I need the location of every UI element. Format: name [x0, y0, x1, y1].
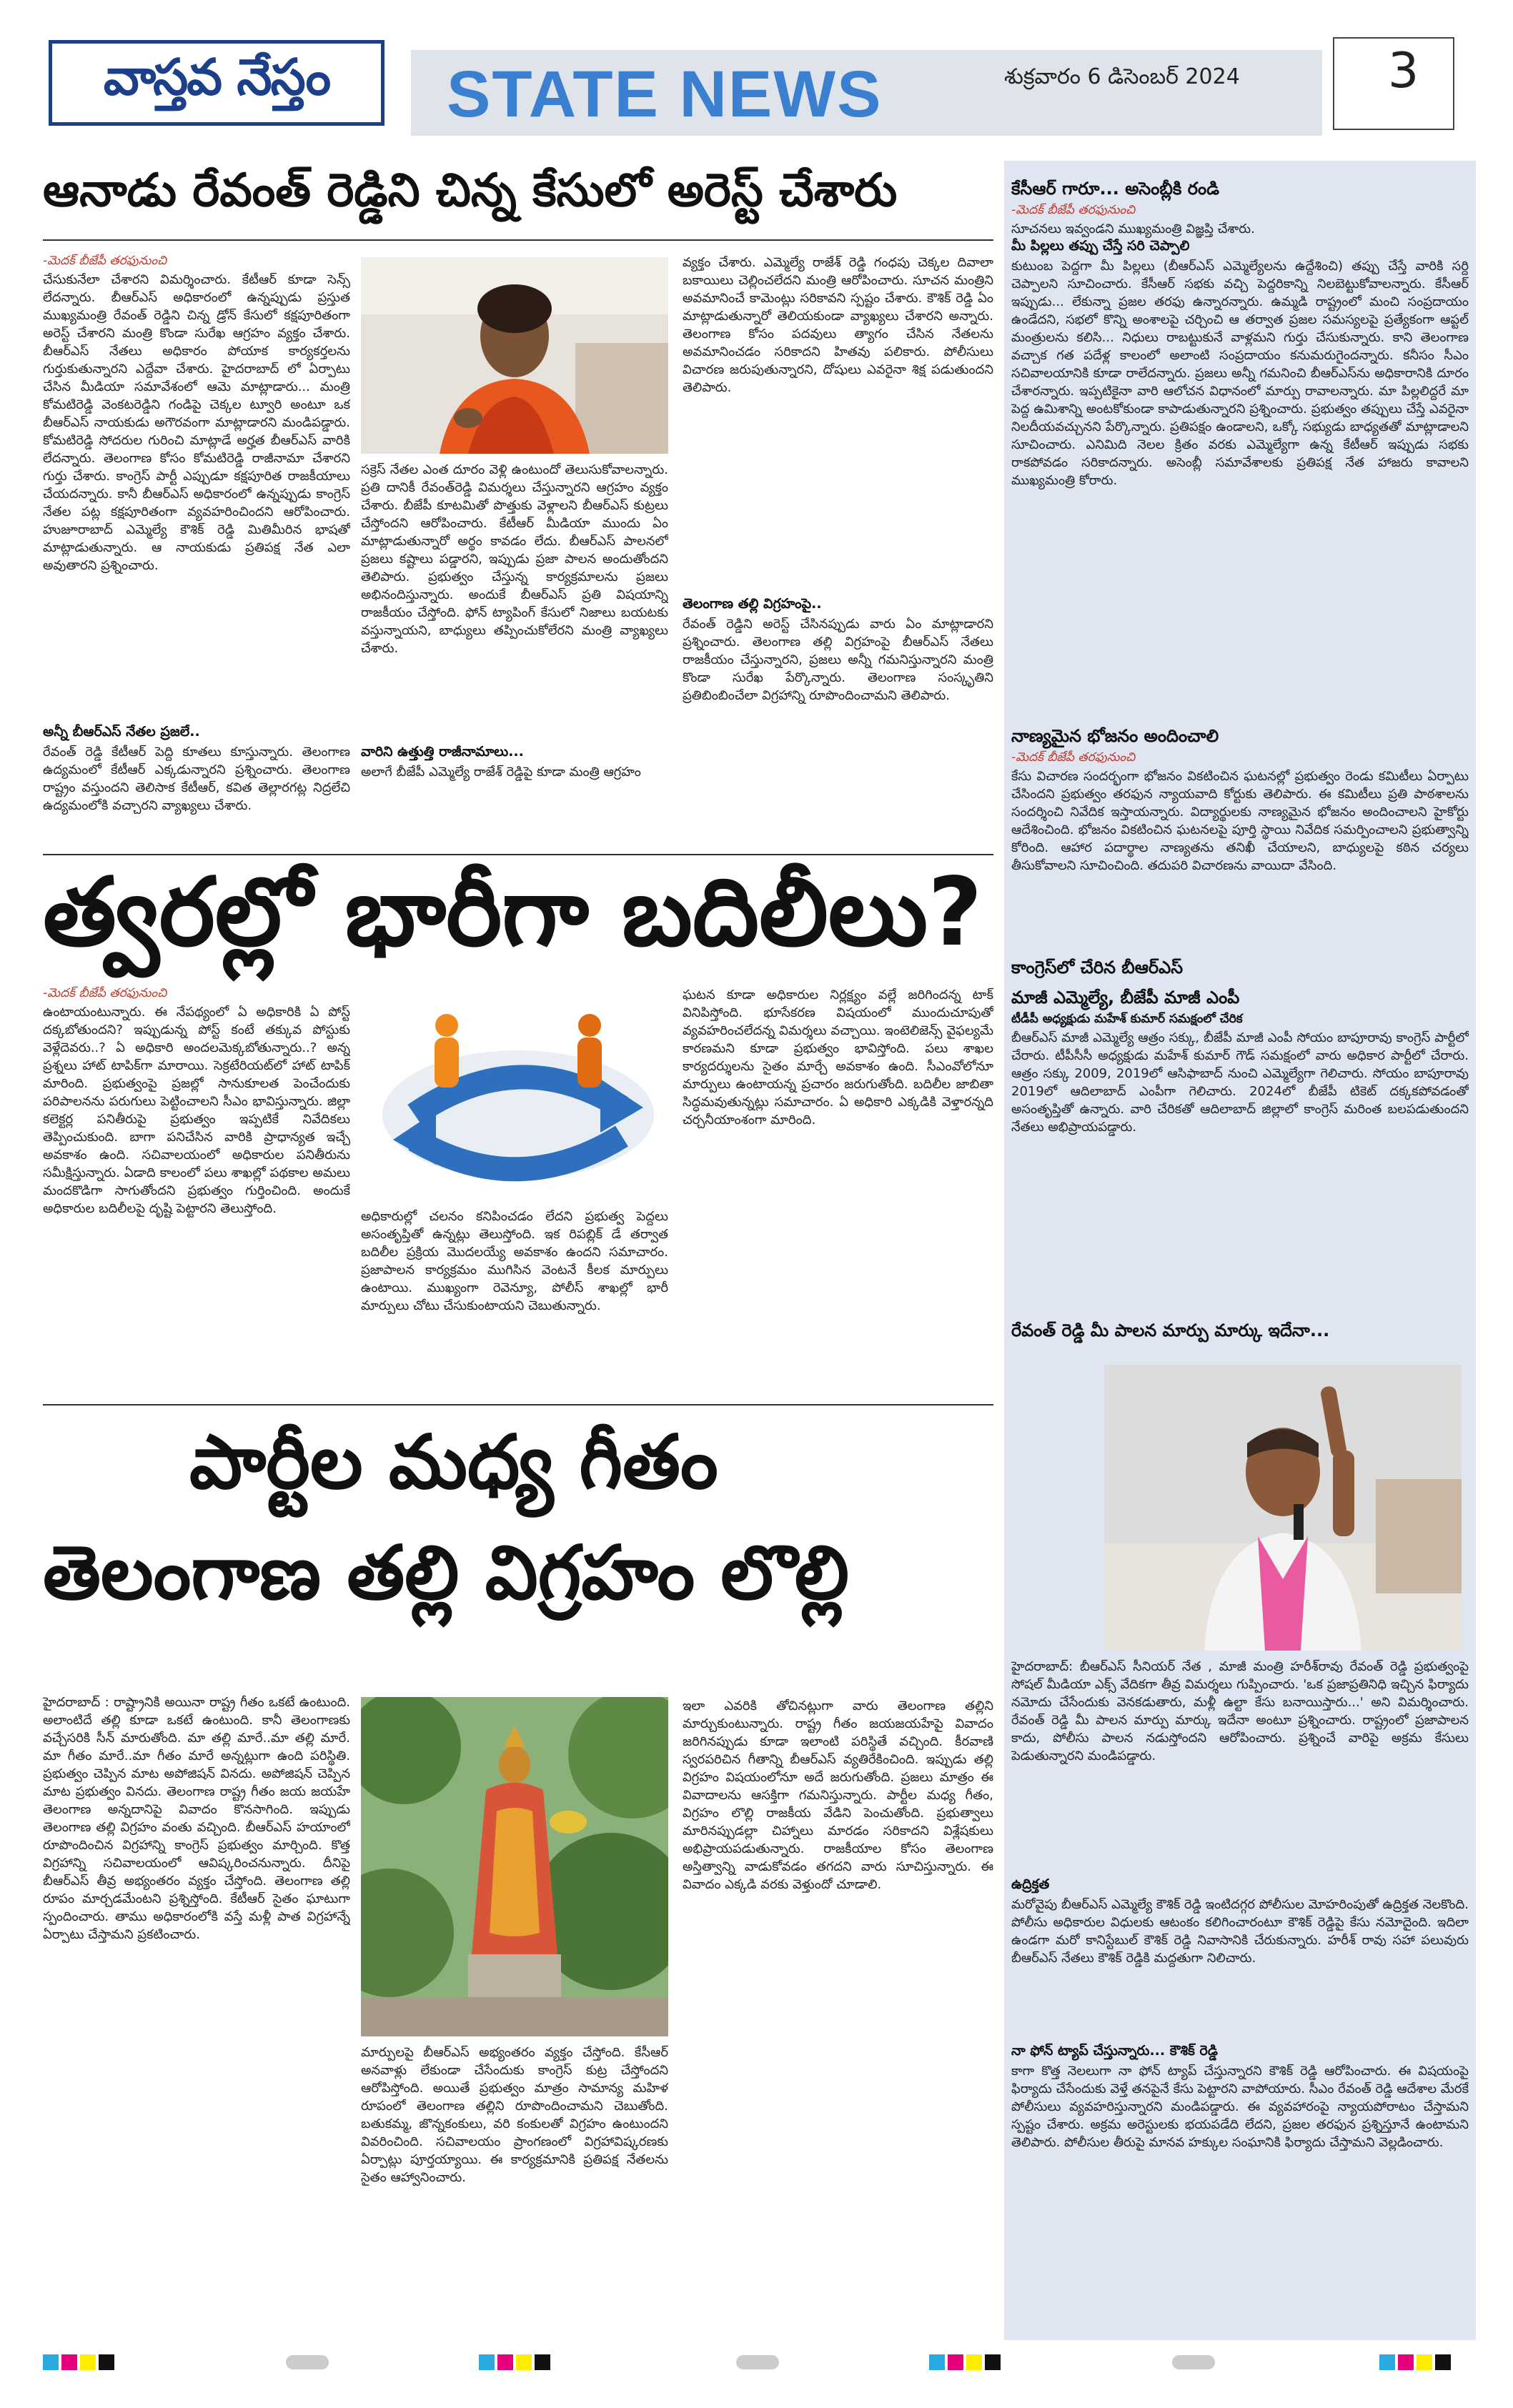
- registration-marks-4: [1379, 2354, 1451, 2370]
- registration-marks-2: [479, 2354, 550, 2370]
- cyan-swatch: [479, 2354, 495, 2370]
- yellow-swatch: [966, 2354, 982, 2370]
- sidebar-story1-headline: కేసీఆర్ గారూ... అసెంబ్లీకి రండి: [1011, 179, 1219, 199]
- sidebar-story1-byline: -మెదక్‌ బీజేపీ తరఫునుంచి: [1011, 203, 1136, 217]
- black-swatch: [99, 2354, 114, 2370]
- story1-col1-text: చేసుకునేలా చేశారని విమర్శించారు. కేటీఆర్ కూడా సెన్స్ లేదన్నారు. బీఆర్ఎస్ అధికారంలో ఉన్నప్పుడు ప్రస్తుత ముఖ్యమంత్రి రేవంత్ రెడ్డిని చిన్న డ్రోన్ కేసులో కక్షపూరితంగా అరెస్ట్ చేశారని మంత్రి కొండా సురేఖ ఆగ్రహం వ్యక్తం చేశారు. బీఆర్ఎస్ నేతలు అధికారం పోయాక కార్యకర్తలను గుర్తుకుతున్నారని ఎద్దేవా చేశారు. హైదరాబాద్ లో ఏర్పాటు చేసిన మీడియా సమావేశంలో ఆమె మాట్లాడారు... మంత్రి కోమటిరెడ్డి వెంకటరెడ్డిని గండిపై చెక్కల ట్వూరి అంటూ ఒక బీఆర్ఎస్ నాయకుడు అగౌరవంగా మాట్లాడారని మండిపడ్డారు. కోమటిరెడ్డి సోదరుల గురించి మాట్లాడే అర్హత బీఆర్ఎస్ వారికి లేదన్నారు. తెలంగాణ కోసం కోమటిరెడ్డి రాజీనామా చేశారని గుర్తు చేశారు. కాంగ్రెస్ పార్టీ ఎప్పుడూ కక్షపూరిత రాజకీయాలు చేయదన్నారు. కానీ బీఆర్ఎస్ అధికారంలో ఉన్నప్పుడు కాంగ్రెస్ నేతల పట్ల కక్షపూరితంగా వ్యవహరించిందని ఆరోపించారు. హుజూరాబాద్ ఎమ్మెల్యే కౌశిక్ రెడ్డి మితిమీరిన భాషతో మాట్లాడుతున్నారు. ఆ నాయకుడు ప్రతిపక్ష నేత ఎలా అవుతారని ప్రశ్నించారు.: [43, 272, 350, 573]
- story1-subhead1: అన్నీ బీఆర్ఎస్ నేతల ప్రజలే..: [43, 724, 200, 740]
- section-label: STATE NEWS: [447, 58, 883, 131]
- sidebar-story2-byline: -మెదక్‌ బీజేపీ తరఫునుంచి: [1011, 750, 1136, 765]
- sidebar-story2-headline: నాణ్యమైన భోజనం అందించాలి: [1011, 726, 1219, 746]
- story2-col2: [361, 1208, 668, 1386]
- yellow-swatch: [516, 2354, 532, 2370]
- registration-pill: [736, 2355, 779, 2369]
- registration-pill: [1172, 2355, 1215, 2369]
- sidebar-story1-text: కుటుంబ పెద్దగా మీ పిల్లలు (బీఆర్ఎస్ ఎమ్మెల్యేలను ఉద్దేశించి) తప్పు చేస్తే వారికి సర్ది చెప్పాలని సూచించారు. కేసీఆర్ సభకు వచ్చి పెద్దరికాన్ని నిలబెట్టుకోవాలన్నారు. కేసీఆర్ ఇప్పుడు... లేకున్నా ప్రజల తరఫు ఉన్నారన్నారు. ఉమ్మడి రాష్ట్రంలో మంచి సంప్రదాయం ఉండేదని, సభలో కొన్ని అంశాలపై చర్చించి ఆ తర్వాత ప్రజల సమస్యలపై ప్రత్యేకంగా ఆప్టల్ మంత్రులను కలిసి... నిధులు రాబట్టుకునే వాళ్లమని గుర్తు చేసుకున్నారు. కాని తెలంగాణ వచ్చాక గత పదేళ్ల కాలంలో అలాంటి సంప్రదాయం కనుమరుగైందన్నారు. కనీసం సీఎం సచివాలయానికి కూడా రాలేదన్నారు. ప్రజలు అన్నీ గమనించి బీఆర్ఎస్‌ను అధికారానికి దూరం చేశారన్నారు. ఇప్పటికైనా వారి ఆలోచన విధానంలో మార్పు రావాలన్నారు. మా పిల్లలిద్దరే మా పెద్ద ఉమిశాన్ని అంటకోకుండా కాపాడుతున్నారని ప్రశ్నించారు. ప్రభుత్వం తప్పులు చేస్తే ఎవరైనా నిలదీయవచ్చునని పేర్కొన్నారు. ప్రతిపక్షం ఉండాలని, ఒక్కో సభ్యుడు బాధ్యతతో మాట్లాడాలని సూచించారు. ఎనిమిది నెలల క్రితం వరకు ఎమ్మెల్యేగా ఉన్న కేటీఆర్ ఇప్పుడు సభకు రాకపోవడం సరికాదన్నారు. అసెంబ్లీ సమావేశాలకు ప్రతిపక్ష నేత హాజరు కావాలని ముఖ్యమంత్రి కోరారు.: [1011, 259, 1469, 488]
- sidebar-story1-subhead: మీ పిల్లలు తప్పు చేస్తే సరి చెప్పాలి: [1011, 238, 1190, 254]
- transfer-illustration: [372, 986, 665, 1200]
- story2-col1-text: ఉంటాయంటున్నారు. ఈ నేపథ్యంలో ఏ అధికారికి ఏ పోస్ట్ దక్కబోతుందని? ఇప్పుడున్న పోస్ట్ కంటే తక్కువ పోస్టుకు వెళ్లేదెవరు..? ఏ అధికారి అందలమెక్కబోతున్నారు..? అన్న ప్రశ్నలు హాట్ టాపిక్‌గా మారాయి. సెక్రటేరియట్‌లో హాట్ టాపిక్ మారింది. ప్రభుత్వంపై ప్రజల్లో సానుకూలత పెంచేందుకు పరిపాలనను పరుగులు పెట్టించాలని సీఎం భావిస్తున్నారు. జిల్లా కలెక్టర్ల పనితీరుపై ప్రభుత్వం ఇప్పటికే నివేదికలు తెప్పించుకుంది. బాగా పనిచేసిన వారికి ప్రాధాన్యత ఇచ్చే అవకాశం ఉంది. సచివాలయంలో అధికారుల పనితీరును సమీక్షిస్తున్నారు. ఏడాది కాలంలో పలు శాఖల్లో పథకాల అమలు మందకొడిగా సాగుతోందని ప్రభుత్వం గుర్తించింది. అందుకే అధికారుల బదిలీలపై దృష్టి పెట్టారని తెలుస్తోంది.: [43, 1005, 350, 1216]
- story1-col1: [43, 254, 350, 840]
- story1-col1b-text: రేవంత్ రెడ్డి కేటీఆర్ పెద్ది కూతలు కూస్తున్నారు. తెలంగాణ ఉద్యమంలో కేటీఆర్ ఎక్కడున్నారని ప్రశ్నించారు. తెలంగాణ రాష్ట్రం వస్తుందని తెలిసాక కేటీఆర్, కవిత తెల్లారగట్ల నిద్రలేచి ఉద్యమంలోకి వచ్చారని వ్యాఖ్యలు చేశారు.: [43, 745, 350, 813]
- sidebar-story1: [1011, 179, 1469, 929]
- telangana-thalli-statue-photo: [361, 1697, 668, 2036]
- yellow-swatch: [1417, 2354, 1432, 2370]
- story2-col1: [43, 986, 350, 1386]
- cyan-swatch: [929, 2354, 945, 2370]
- sidebar-story4-text3: కాగా కొత్త నెలలుగా నా ఫోన్ ట్యాప్ చేస్తున్నారని కౌశిక్ రెడ్డి ఆరోపించారు. ఈ విషయంపై ఫిర్యాదు చేసేందుకు వెళ్తే తనపైనే కేసు పెట్టారని వాపోయారు. సీఎం రేవంత్ రెడ్డి ఆదేశాల మేరకే పోలీసులు వ్యవహరిస్తున్నారని మండిపడ్డారు. ఈ వ్యవహారంపై న్యాయపోరాటం చేస్తామని స్పష్టం చేశారు. అక్రమ అరెస్టులకు భయపడేది లేదని, ప్రజల తరఫున ప్రశ్నిస్తూనే ఉంటామని తెలిపారు. పోలీసుల తీరుపై మానవ హక్కుల సంఘానికి ఫిర్యాదు చేస్తామని వెల్లడించారు.: [1011, 2064, 1469, 2150]
- black-swatch: [535, 2354, 550, 2370]
- story2-col3-text: ఘటన కూడా అధికారుల నిర్లక్ష్యం వల్లే జరిగిందన్న టాక్ వినిపిస్తోంది. భూసేకరణ విషయంలో ముందుచూపుతో వ్యవహరించలేదన్న విమర్శలు వచ్చాయి. ఇంటెలిజెన్స్ వైఫల్యమే కారణమని కూడా ప్రభుత్వం భావిస్తోంది. పలు శాఖల కార్యదర్శులను సైతం మార్చే అవకాశం ఉంది. సీఎంవోలోనూ మార్పులు ఉంటాయన్న ప్రచారం జరుగుతోంది. బదిలీల జాబితా సిద్ధమవుతున్నట్లు సమాచారం. ఏ అధికారి ఎక్కడికి వెళ్తారన్నది చర్చనీయాంశంగా మారింది.: [683, 987, 993, 1128]
- story1-col2: [361, 461, 668, 840]
- registration-pill: [286, 2355, 329, 2369]
- story1-subhead2: వారిని ఉత్తుత్తి రాజీనామాలు...: [361, 744, 524, 760]
- issue-date: శుక్రవారం 6 డిసెంబర్ 2024: [1004, 64, 1240, 89]
- story2-col2-text: అధికారుల్లో చలనం కనిపించడం లేదని ప్రభుత్వ పెద్దలు అసంతృప్తితో ఉన్నట్లు తెలుస్తోంది. ఇక రిపబ్లిక్ డే తర్వాత బదిలీల ప్రక్రియ మొదలయ్యే అవకాశం ఉందని సమాచారం. ప్రజాపాలన కార్యక్రమం ముగిసిన వెంటనే కీలక మార్పులు ఉంటాయి. ముఖ్యంగా రెవెన్యూ, పోలీస్ శాఖల్లో భారీ మార్పులు చోటు చేసుకుంటాయని చెబుతున్నారు.: [361, 1209, 668, 1313]
- section-banner: [411, 50, 1322, 136]
- story3-headline-line1: పార్టీల మధ్య గీతం: [189, 1418, 718, 1506]
- divider: [43, 854, 993, 855]
- sidebar-story3-headline: కాంగ్రెస్‌లో చేరిన బీఆర్ఎస్: [1011, 957, 1184, 977]
- black-swatch: [1435, 2354, 1451, 2370]
- newspaper-logo: [49, 40, 385, 126]
- magenta-swatch: [948, 2354, 963, 2370]
- sidebar-story3-text: బీఆర్ఎస్ మాజీ ఎమ్మెల్యే ఆత్రం సక్కు, బీజేపీ మాజీ ఎంపీ సోయం బాపూరావు కాంగ్రెస్ పార్టీలో చేరారు. టీపీసీసీ అధ్యక్షుడు మహేశ్ కుమార్ గౌడ్ సమక్షంలో వారు అధికార పార్టీలో చేరారు. ఆత్రం సక్కు 2009, 2019లో ఆసిఫాబాద్ నుంచి ఎమ్మెల్యేగా గెలిచారు. సోయం బాపూరావు 2019లో ఆదిలాబాద్ ఎంపీగా గెలిచారు. 2024లో బీజేపీ టికెట్ దక్కకపోవడంతో అసంతృప్తితో ఉన్నారు. వారి చేరికతో ఆదిలాబాద్ జిల్లాలో కాంగ్రెస్ మరింత బలపడుతుందని నేతలు అభిప్రాయపడ్డారు.: [1011, 1030, 1469, 1135]
- sidebar-story4-text: హైదరాబాద్: బీఆర్ఎస్ సీనియర్ నేత , మాజీ మంత్రి హరీశ్‌రావు రేవంత్ రెడ్డి ప్రభుత్వంపై సోషల్ మీడియా ఎక్స్ వేదికగా తీవ్ర విమర్శలు గుప్పించారు. 'ఒక ప్రజాప్రతినిధి ఇచ్చిన ఫిర్యాదు నమోదు చేసేందుకు వెనకడుతారు, మళ్లీ ఉల్టా కేసు బనాయిస్తారు...' అని విమర్శించారు. రేవంత్ రెడ్డి మీ పాలన మార్పు మార్కు ఇదేనా అంటూ ప్రశ్నించారు. రాష్ట్రంలో ప్రజాపాలన కాదు, పోలీసు పాలన నడుస్తోందని ఆరోపించారు. ప్రశ్నించే వారిపై అక్రమ కేసులు పెడుతున్నారని మండిపడ్డారు.: [1011, 1659, 1469, 1763]
- minister-photo: [361, 257, 668, 454]
- story1-col3b-text: రేవంత్ రెడ్డిని అరెస్ట్ చేసినప్పుడు వారు ఏం మాట్లాడారని ప్రశ్నించారు. తెలంగాణ తల్లి విగ్రహంపై బీఆర్ఎస్ నేతలు రాజకీయం చేస్తున్నారని, ప్రజలు అన్నీ గమనిస్తున్నారని మంత్రి కొండా సురేఖ పేర్కొన్నారు. తెలంగాణ సంస్కృతిని ప్రతిబింబించేలా విగ్రహాన్ని రూపొందించామని తెలిపారు.: [683, 617, 993, 703]
- story1-headline: ఆనాడు రేవంత్ రెడ్డిని చిన్న కేసులో అరెస్ట్ చేశారు: [43, 164, 898, 217]
- story3-col3-text: ఇలా ఎవరికి తోచినట్లుగా వారు తెలంగాణ తల్లిని మార్చుకుంటున్నారు. రాష్ట్ర గీతం జయజయహేపై వివాదం జరిగినప్పుడు కూడా ఇలాంటి పరిస్థితే వచ్చింది. కీరవాణి స్వరపరిచిన గీతాన్ని బీఆర్ఎస్ వ్యతిరేకించింది. ఇప్పుడు తల్లి విగ్రహం విషయంలోనూ అదే జరుగుతోంది. ప్రజలు మాత్రం ఈ వివాదాలను ఆసక్తిగా గమనిస్తున్నారు. పార్టీల మధ్య గీతం, విగ్రహం లొల్లి రాజకీయ వేడిని పెంచుతోంది. ప్రభుత్వాలు మారినప్పుడల్లా చిహ్నాలు మారడం సరికాదని విశ్లేషకులు అభిప్రాయపడుతున్నారు. రాజకీయాల కోసం తెలంగాణ అస్తిత్వాన్ని వాడుకోవడం తగదని వారు సూచిస్తున్నారు. ఈ వివాదం ఎక్కడి వరకు వెళ్తుందో చూడాలి.: [683, 1698, 993, 1892]
- sidebar-story3-subhead: టీడీపీ అధ్యక్షుడు మహేశ్ కుమార్ సమక్షంలో చేరిక: [1011, 1012, 1243, 1026]
- registration-marks-1: [43, 2354, 114, 2370]
- story3-col1-text: హైదరాబాద్ : రాష్ట్రానికి అయినా రాష్ట్ర గీతం ఒకటే ఉంటుంది. అలాంటిదే తల్లి కూడా ఒకటే ఉంటుంది. కానీ తెలంగాణకు వచ్చేసరికి సీన్ మారుతోంది. మా తల్లి మారే..మా తల్లి మారే. మా గీతం మారే..మా గీతం మారే అన్నట్లుగా ఉంది పరిస్థితి. ప్రభుత్వం చెప్పిన మాట అపోజిషన్ వినదు. అపోజిషన్ చెప్పిన మాట ప్రభుత్వం వినదు. తెలంగాణ రాష్ట్ర గీతం జయ జయహే తెలంగాణ అన్నదానిపై వివాదం కొనసాగింది. ఇప్పుడు తెలంగాణ తల్లి విగ్రహం వంతు వచ్చింది. బీఆర్ఎస్ హయాంలో రూపొందించిన విగ్రహాన్ని కాంగ్రెస్ ప్రభుత్వం మార్చింది. కొత్త విగ్రహాన్ని సచివాలయంలో ఆవిష్కరించనున్నారు. దీనిపై బీఆర్ఎస్ తీవ్ర అభ్యంతరం వ్యక్తం చేస్తోంది. తెలంగాణ తల్లి రూపం మార్చడమేంటని ప్రశ్నిస్తోంది. కేటీఆర్ సైతం ఘాటుగా స్పందించారు. తాము అధికారంలోకి వస్తే మళ్లీ పాత విగ్రహాన్నే ఏర్పాటు చేస్తామని ప్రకటించారు.: [43, 1695, 350, 1942]
- story3-col1: [43, 1693, 350, 2315]
- story2-headline: త్వరల్లో భారీగా బదిలీలు?: [43, 857, 983, 967]
- logo-text: వాస్తవ నేస్తం: [103, 47, 330, 106]
- story3-headline-line2: తెలంగాణ తల్లి విగ్రహం లొల్లి: [43, 1529, 850, 1616]
- divider: [43, 1404, 993, 1406]
- story3-col3: [683, 1697, 993, 2315]
- cyan-swatch: [43, 2354, 59, 2370]
- story1-col3-text: వ్యక్తం చేశారు. ఎమ్మెల్యే రాజేశ్ రెడ్డి గంధపు చెక్కల దివాలా బకాయిలు చెల్లించలేదని మంత్రి ఆరోపించారు. సూచన మంత్రిని అవమానించే కామెంట్లు సరికావని స్పష్టం చేశారు. కౌశిక్ రెడ్డి ఏం మాట్లాడుతున్నారో తెలియకుండా వ్యాఖ్యలు చేశారని అన్నారు. తెలంగాణ కోసం పదవులు త్యాగం చేసిన నేతలను అవమానించడం సరికాదని హితవు పలికారు. పోలీసులు విచారణ జరుపుతున్నారని, దోషులు ఎవరైనా శిక్ష పడుతుందని తెలిపారు.: [683, 255, 993, 395]
- story1-col3: [683, 254, 993, 840]
- registration-marks-3: [929, 2354, 1001, 2370]
- story2-col3: [683, 986, 993, 1386]
- story1-col2b-text: అలాగే బీజేపీ ఎమ్మెల్యే రాజేశ్ రెడ్డిపై కూడా మంత్రి ఆగ్రహం: [361, 765, 641, 780]
- sidebar-story2-text: కేసు విచారణ సందర్భంగా భోజనం వికటించిన ఘటనల్లో ప్రభుత్వం రెండు కమిటీలు ఏర్పాటు చేసిందని ప్రభుత్వం తరఫున న్యాయవాది కోర్టుకు తెలిపారు. ఈ కమిటీలు ప్రతి పాఠశాలను సందర్శించి నివేదిక ఇస్తాయన్నారు. విద్యార్థులకు నాణ్యమైన భోజనం అందించాలని హైకోర్టు ఆదేశించింది. భోజనం వికటించిన ఘటనలపై పూర్తి స్థాయి నివేదిక సమర్పించాలని ప్రభుత్వాన్ని కోరింది. ఆహార పదార్థాల నాణ్యతను తనిఖీ చేయాలని, బాధ్యులపై కఠిన చర్యలు తీసుకోవాలని సూచించింది. తదుపరి విచారణను వాయిదా వేసింది.: [1011, 769, 1469, 873]
- sidebar-story1-lead: సూచనలు ఇవ్వండని ముఖ్యమంత్రి విజ్ఞప్తి చేశారు.: [1011, 222, 1255, 237]
- sidebar-story4: [1011, 1658, 1469, 2322]
- divider: [43, 239, 993, 241]
- cyan-swatch: [1379, 2354, 1395, 2370]
- sidebar-story3: [1011, 957, 1469, 1350]
- sidebar-story4-subhead: ఉద్రిక్తత: [1011, 1876, 1050, 1892]
- magenta-swatch: [1398, 2354, 1414, 2370]
- story1-subhead3: తెలంగాణ తల్లి విగ్రహంపై..: [683, 596, 822, 612]
- magenta-swatch: [61, 2354, 77, 2370]
- story1-col2-text: సక్రెస్ నేతల ఎంత దూరం వెళ్లి ఉంటుందో తెలుసుకోవాలన్నారు. ప్రతి దానికీ రేవంత్‌రెడ్డి విమర్శలు చేస్తున్నారని ఆగ్రహం వ్యక్తం చేశారు. బీజేపీ కూటమితో పొత్తుకు వెళ్లాలని బీఆర్ఎస్ కుట్రలు చేస్తోందని ఆరోపించారు. కేటీఆర్ మీడియా ముందు ఏం మాట్లాడుతున్నారో అర్థం కావడం లేదు. బీఆర్ఎస్ పాలనలో ప్రజలు కష్టాలు పడ్డారని, ఇప్పుడు ప్రజా పాలన అందుతోందని తెలిపారు. ప్రభుత్వం చేస్తున్న కార్యక్రమాలను ప్రజలు అభినందిస్తున్నారు. అందుకే బీఆర్ఎస్ ప్రతి విషయాన్ని రాజకీయం చేస్తోంది. ఫోన్ ట్యాపింగ్ కేసులో నిజాలు బయటకు వస్తున్నాయని, బాధ్యులు తప్పించుకోలేరని మంత్రి వ్యాఖ్యలు చేశారు.: [361, 462, 668, 656]
- story2-byline: -మెదక్‌ బీజేపీ తరఫునుంచి: [43, 986, 167, 1000]
- yellow-swatch: [80, 2354, 96, 2370]
- page-number-box: [1333, 37, 1454, 130]
- sidebar-story4-text2: మరోవైపు బీఆర్ఎస్ ఎమ్మెల్యే కౌశిక్ రెడ్డి ఇంటిదగ్గర పోలీసుల మోహరింపుతో ఉద్రిక్తత నెలకొంది. పోలీసు అధికారుల విధులకు ఆటంకం కలిగించారంటూ కౌశిక్ రెడ్డిపై కేసు నమోదైంది. ఇదిలా ఉండగా మరో కానిస్టేబుల్ కౌశిక్ రెడ్డి నివాసానికి చేరుకున్నారు. హరీశ్ రావు సహా పలువురు బీఆర్ఎస్ నేతలు కౌశిక్ రెడ్డికి మద్దతుగా నిలిచారు.: [1011, 1897, 1469, 1966]
- sidebar-story4-subhead2: నా ఫోన్ ట్యాప్ చేస్తున్నారు... కౌశిక్ రెడ్డి: [1011, 2043, 1218, 2059]
- harish-rao-photo: [1104, 1365, 1462, 1651]
- magenta-swatch: [497, 2354, 513, 2370]
- story1-byline: -మెదక్‌ బీజేపీ తరఫునుంచి: [43, 254, 167, 268]
- story3-col2: [361, 2044, 668, 2315]
- story3-col2-text: మార్పులపై బీఆర్ఎస్ అభ్యంతరం వ్యక్తం చేస్తోంది. కేసీఆర్ అనవాళ్లు లేకుండా చేసేందుకు కాంగ్రెస్ కుట్ర చేస్తోందని ఆరోపిస్తోంది. అయితే ప్రభుత్వం మాత్రం సామాన్య మహిళ రూపంలో తెలంగాణ తల్లిని రూపొందించామని చెబుతోంది. బతుకమ్మ, జొన్నకంకులు, వరి కంకులతో విగ్రహం ఉంటుందని వివరించింది. సచివాలయం ప్రాంగణంలో విగ్రహావిష్కరణకు ఏర్పాట్లు పూర్తయ్యాయి. ఈ కార్యక్రమానికి ప్రతిపక్ష నేతలను సైతం ఆహ్వానించారు.: [361, 2045, 668, 2185]
- page-number: 3: [1388, 43, 1419, 99]
- black-swatch: [985, 2354, 1001, 2370]
- sidebar-story4-headline: రేవంత్ రెడ్డి మీ పాలన మార్పు మార్కు ఇదేనా...: [1011, 1320, 1330, 1340]
- sidebar-story3-headline2: మాజీ ఎమ్మెల్యే, బీజేపీ మాజీ ఎంపీ: [1011, 987, 1240, 1008]
